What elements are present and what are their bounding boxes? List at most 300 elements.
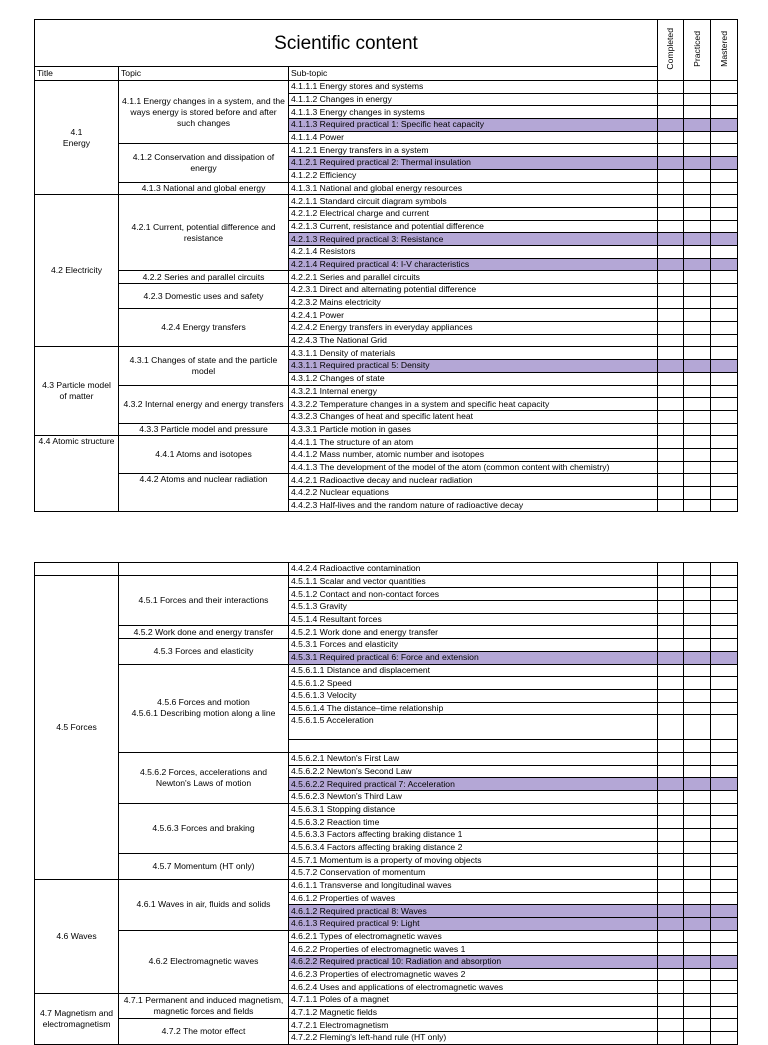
mastered-checkbox[interactable]: [711, 955, 738, 968]
mastered-checkbox[interactable]: [711, 385, 738, 398]
completed-checkbox[interactable]: [658, 752, 684, 765]
practiced-checkbox[interactable]: [684, 1006, 711, 1019]
mastered-checkbox[interactable]: [711, 981, 738, 994]
mastered-checkbox[interactable]: [711, 93, 738, 106]
practiced-checkbox[interactable]: [684, 119, 711, 132]
completed-checkbox[interactable]: [658, 144, 684, 157]
mastered-checkbox[interactable]: [711, 271, 738, 284]
mastered-checkbox[interactable]: [711, 613, 738, 626]
completed-checkbox[interactable]: [658, 778, 684, 791]
subtopic: 4.6.2.2 Properties of electromagnetic waves 1: [289, 943, 658, 956]
completed-checkbox[interactable]: [658, 119, 684, 132]
mastered-checkbox[interactable]: [711, 829, 738, 842]
subtopic: 4.5.7.1 Momentum is a property of moving objects: [289, 854, 658, 867]
subtopic: 4.5.1.2 Contact and non-contact forces: [289, 588, 658, 601]
mastered-checkbox[interactable]: [711, 791, 738, 804]
practiced-checkbox[interactable]: [684, 791, 711, 804]
subtopic: 4.3.1.1 Density of materials: [289, 347, 658, 360]
subtopic: 4.5.6.2.1 Newton's First Law: [289, 752, 658, 765]
completed-checkbox[interactable]: [658, 157, 684, 170]
practiced-checkbox[interactable]: [684, 410, 711, 423]
practiced-checkbox[interactable]: [684, 639, 711, 652]
completed-checkbox[interactable]: [658, 322, 684, 335]
completed-checkbox[interactable]: [658, 296, 684, 309]
topic-cell: 4.4.2 Atoms and nuclear radiation: [119, 474, 289, 512]
mastered-checkbox[interactable]: [711, 347, 738, 360]
completed-checkbox[interactable]: [658, 639, 684, 652]
subtopic: 4.2.1.4 Resistors: [289, 245, 658, 258]
completed-checkbox[interactable]: [658, 765, 684, 778]
topic-cell: 4.4.1 Atoms and isotopes: [119, 436, 289, 474]
completed-header: Completed: [658, 20, 684, 81]
completed-checkbox[interactable]: [658, 955, 684, 968]
subtopic: 4.4.2.3 Half-lives and the random nature of radioactive decay: [289, 499, 658, 512]
completed-checkbox[interactable]: [658, 81, 684, 94]
practiced-checkbox[interactable]: [684, 169, 711, 182]
subtopic: 4.7.2.2 Fleming's left-hand rule (HT only): [289, 1032, 658, 1045]
subtopic: 4.5.6.1.4 The distance–time relationship: [289, 702, 658, 715]
topic-cell: 4.1.3 National and global energy: [119, 182, 289, 195]
practiced-checkbox[interactable]: [684, 296, 711, 309]
mastered-checkbox[interactable]: [711, 334, 738, 347]
practiced-checkbox[interactable]: [684, 398, 711, 411]
mastered-checkbox[interactable]: [711, 423, 738, 436]
practiced-checkbox[interactable]: [684, 651, 711, 664]
mastered-checkbox[interactable]: [711, 233, 738, 246]
completed-checkbox[interactable]: [658, 968, 684, 981]
subtopic-blank: [289, 740, 658, 753]
mastered-checkbox[interactable]: [711, 220, 738, 233]
practiced-checkbox[interactable]: [684, 994, 711, 1007]
subtopic: 4.2.3.2 Mains electricity: [289, 296, 658, 309]
mastered-checkbox[interactable]: [711, 575, 738, 588]
practiced-checkbox[interactable]: [684, 271, 711, 284]
mastered-checkbox[interactable]: [711, 309, 738, 322]
mastered-checkbox[interactable]: [711, 398, 738, 411]
completed-checkbox[interactable]: [658, 220, 684, 233]
practiced-checkbox[interactable]: [684, 943, 711, 956]
practiced-checkbox[interactable]: [684, 968, 711, 981]
subtopic: 4.2.4.1 Power: [289, 309, 658, 322]
section-title: 4.2 Electricity: [35, 195, 119, 347]
practiced-checkbox[interactable]: [684, 841, 711, 854]
mastered-checkbox[interactable]: [711, 182, 738, 195]
topic-cell: 4.5.3 Forces and elasticity: [119, 639, 289, 664]
completed-checkbox[interactable]: [658, 423, 684, 436]
section-title: 4.1 Energy: [35, 81, 119, 195]
completed-checkbox[interactable]: [658, 410, 684, 423]
subtopic: 4.2.1.1 Standard circuit diagram symbols: [289, 195, 658, 208]
subtopic: 4.3.2.2 Temperature changes in a system and specific heat capacity: [289, 398, 658, 411]
section-title: 4.3 Particle model of matter: [35, 347, 119, 436]
mastered-checkbox[interactable]: [711, 81, 738, 94]
completed-checkbox[interactable]: [658, 943, 684, 956]
mastered-checkbox[interactable]: [711, 372, 738, 385]
completed-checkbox[interactable]: [658, 347, 684, 360]
title-column-header: Title: [35, 67, 119, 81]
mastered-checkbox[interactable]: [711, 841, 738, 854]
mastered-checkbox[interactable]: [711, 651, 738, 664]
subtopic: 4.2.2.1 Series and parallel circuits: [289, 271, 658, 284]
completed-checkbox[interactable]: [658, 93, 684, 106]
practiced-checkbox[interactable]: [684, 487, 711, 500]
mastered-checkbox[interactable]: [711, 740, 738, 753]
subtopic: 4.5.7.2 Conservation of momentum: [289, 867, 658, 880]
completed-checkbox[interactable]: [658, 258, 684, 271]
completed-checkbox[interactable]: [658, 702, 684, 715]
completed-checkbox[interactable]: [658, 803, 684, 816]
completed-checkbox[interactable]: [658, 677, 684, 690]
mastered-checkbox[interactable]: [711, 626, 738, 639]
mastered-checkbox[interactable]: [711, 702, 738, 715]
topic-cell: 4.6.2 Electromagnetic waves: [119, 930, 289, 993]
practiced-checkbox[interactable]: [684, 245, 711, 258]
mastered-checkbox[interactable]: [711, 144, 738, 157]
mastered-checkbox[interactable]: [711, 360, 738, 373]
practiced-checkbox[interactable]: [684, 423, 711, 436]
completed-checkbox[interactable]: [658, 309, 684, 322]
topic-column-header: Topic: [119, 67, 289, 81]
completed-checkbox[interactable]: [658, 601, 684, 614]
mastered-checkbox[interactable]: [711, 157, 738, 170]
completed-checkbox[interactable]: [658, 461, 684, 474]
mastered-checkbox[interactable]: [711, 601, 738, 614]
mastered-checkbox[interactable]: [711, 905, 738, 918]
subtopic: 4.6.2.1 Types of electromagnetic waves: [289, 930, 658, 943]
completed-checkbox[interactable]: [658, 233, 684, 246]
practiced-checkbox[interactable]: [684, 372, 711, 385]
practiced-checkbox[interactable]: [684, 626, 711, 639]
required-practical-subtopic: 4.2.1.4 Required practical 4: I-V characteristics: [289, 258, 658, 271]
topic-cell: 4.1.1 Energy changes in a system, and the ways energy is stored before and after such changes: [119, 81, 289, 144]
subtopic: 4.2.1.3 Current, resistance and potential difference: [289, 220, 658, 233]
mastered-checkbox[interactable]: [711, 296, 738, 309]
completed-checkbox[interactable]: [658, 487, 684, 500]
mastered-checkbox[interactable]: [711, 207, 738, 220]
completed-checkbox[interactable]: [658, 740, 684, 753]
mastered-checkbox[interactable]: [711, 765, 738, 778]
practiced-checkbox[interactable]: [684, 715, 711, 740]
subtopic: 4.4.1.1 The structure of an atom: [289, 436, 658, 449]
mastered-checkbox[interactable]: [711, 487, 738, 500]
completed-checkbox[interactable]: [658, 1019, 684, 1032]
completed-checkbox[interactable]: [658, 195, 684, 208]
mastered-checkbox[interactable]: [711, 499, 738, 512]
practiced-checkbox[interactable]: [684, 258, 711, 271]
mastered-checkbox[interactable]: [711, 322, 738, 335]
subtopic: 4.5.2.1 Work done and energy transfer: [289, 626, 658, 639]
subtopic: 4.1.2.2 Efficiency: [289, 169, 658, 182]
completed-checkbox[interactable]: [658, 867, 684, 880]
practiced-checkbox[interactable]: [684, 765, 711, 778]
subtopic: 4.3.2.1 Internal energy: [289, 385, 658, 398]
required-practical-subtopic: 4.1.2.1 Required practical 2: Thermal insulation: [289, 157, 658, 170]
practiced-checkbox[interactable]: [684, 195, 711, 208]
mastered-checkbox[interactable]: [711, 715, 738, 740]
mastered-checkbox[interactable]: [711, 119, 738, 132]
subtopic-column-header: Sub-topic: [289, 67, 658, 81]
practiced-checkbox[interactable]: [684, 955, 711, 968]
mastered-checkbox[interactable]: [711, 284, 738, 297]
mastered-checkbox[interactable]: [711, 106, 738, 119]
completed-checkbox[interactable]: [658, 271, 684, 284]
subtopic: 4.6.2.3 Properties of electromagnetic waves 2: [289, 968, 658, 981]
scientific-content-table-1: [34, 19, 738, 512]
completed-checkbox[interactable]: [658, 207, 684, 220]
subtopic: 4.6.1.1 Transverse and longitudinal waves: [289, 879, 658, 892]
mastered-checkbox[interactable]: [711, 664, 738, 677]
completed-checkbox[interactable]: [658, 689, 684, 702]
practiced-checkbox[interactable]: [684, 81, 711, 94]
topic-cell: 4.2.3 Domestic uses and safety: [119, 284, 289, 309]
completed-checkbox[interactable]: [658, 829, 684, 842]
mastered-checkbox[interactable]: [711, 968, 738, 981]
topic-cell: 4.2.2 Series and parallel circuits: [119, 271, 289, 284]
mastered-checkbox[interactable]: [711, 943, 738, 956]
completed-checkbox[interactable]: [658, 575, 684, 588]
practiced-checkbox[interactable]: [684, 347, 711, 360]
mastered-checkbox[interactable]: [711, 1019, 738, 1032]
required-practical-subtopic: 4.5.6.2.2 Required practical 7: Acceleration: [289, 778, 658, 791]
practiced-checkbox[interactable]: [684, 233, 711, 246]
required-practical-subtopic: 4.5.3.1 Required practical 6: Force and extension: [289, 651, 658, 664]
mastered-checkbox[interactable]: [711, 195, 738, 208]
subtopic: 4.1.1.2 Changes in energy: [289, 93, 658, 106]
practiced-checkbox[interactable]: [684, 322, 711, 335]
practiced-checkbox[interactable]: [684, 601, 711, 614]
subtopic: 4.3.3.1 Particle motion in gases: [289, 423, 658, 436]
practiced-checkbox[interactable]: [684, 829, 711, 842]
completed-checkbox[interactable]: [658, 930, 684, 943]
completed-checkbox[interactable]: [658, 816, 684, 829]
mastered-checkbox[interactable]: [711, 778, 738, 791]
mastered-checkbox[interactable]: [711, 854, 738, 867]
practiced-checkbox[interactable]: [684, 867, 711, 880]
completed-checkbox[interactable]: [658, 892, 684, 905]
practiced-checkbox[interactable]: [684, 702, 711, 715]
completed-checkbox[interactable]: [658, 398, 684, 411]
section-title: 4.7 Magnetism and electromagnetism: [35, 994, 119, 1045]
practiced-checkbox[interactable]: [684, 740, 711, 753]
topic-cell: 4.5.2 Work done and energy transfer: [119, 626, 289, 639]
mastered-checkbox[interactable]: [711, 461, 738, 474]
mastered-checkbox[interactable]: [711, 867, 738, 880]
completed-checkbox[interactable]: [658, 664, 684, 677]
practiced-checkbox[interactable]: [684, 613, 711, 626]
completed-checkbox[interactable]: [658, 854, 684, 867]
completed-checkbox[interactable]: [658, 499, 684, 512]
practiced-checkbox[interactable]: [684, 474, 711, 487]
practiced-checkbox[interactable]: [684, 879, 711, 892]
subtopic: 4.5.6.2.3 Newton's Third Law: [289, 791, 658, 804]
practiced-checkbox[interactable]: [684, 816, 711, 829]
subtopic: 4.5.6.3.2 Reaction time: [289, 816, 658, 829]
required-practical-subtopic: 4.6.1.2 Required practical 8: Waves: [289, 905, 658, 918]
subtopic: 4.2.3.1 Direct and alternating potential difference: [289, 284, 658, 297]
practiced-header: Practiced: [684, 20, 711, 81]
practiced-checkbox[interactable]: [684, 664, 711, 677]
required-practical-subtopic: 4.6.1.3 Required practical 9: Light: [289, 917, 658, 930]
scientific-content-table-2: [34, 562, 738, 1045]
practiced-checkbox[interactable]: [684, 930, 711, 943]
mastered-checkbox[interactable]: [711, 169, 738, 182]
practiced-checkbox[interactable]: [684, 981, 711, 994]
mastered-checkbox[interactable]: [711, 588, 738, 601]
subtopic: 4.2.4.3 The National Grid: [289, 334, 658, 347]
completed-checkbox[interactable]: [658, 385, 684, 398]
practiced-checkbox[interactable]: [684, 131, 711, 144]
practiced-checkbox[interactable]: [684, 385, 711, 398]
subtopic: 4.5.1.4 Resultant forces: [289, 613, 658, 626]
practiced-checkbox[interactable]: [684, 588, 711, 601]
mastered-checkbox[interactable]: [711, 816, 738, 829]
completed-checkbox[interactable]: [658, 715, 684, 740]
section-title: 4.6 Waves: [35, 879, 119, 993]
subtopic: 4.5.6.3.4 Factors affecting braking distance 2: [289, 841, 658, 854]
mastered-checkbox[interactable]: [711, 410, 738, 423]
subtopic: 4.5.6.1.2 Speed: [289, 677, 658, 690]
completed-checkbox[interactable]: [658, 1006, 684, 1019]
topic-cell: 4.3.1 Changes of state and the particle model: [119, 347, 289, 385]
practiced-checkbox[interactable]: [684, 334, 711, 347]
mastered-checkbox[interactable]: [711, 474, 738, 487]
mastered-checkbox[interactable]: [711, 677, 738, 690]
mastered-checkbox[interactable]: [711, 689, 738, 702]
mastered-checkbox[interactable]: [711, 639, 738, 652]
practiced-checkbox[interactable]: [684, 905, 711, 918]
practiced-checkbox[interactable]: [684, 499, 711, 512]
topic-cell: 4.5.6.3 Forces and braking: [119, 803, 289, 854]
topic-cell: 4.7.2 The motor effect: [119, 1019, 289, 1044]
subtopic: 4.7.1.1 Poles of a magnet: [289, 994, 658, 1007]
completed-checkbox[interactable]: [658, 841, 684, 854]
mastered-checkbox[interactable]: [711, 258, 738, 271]
topic-cell: 4.3.3 Particle model and pressure: [119, 423, 289, 436]
completed-checkbox[interactable]: [658, 169, 684, 182]
mastered-checkbox[interactable]: [711, 131, 738, 144]
practiced-checkbox[interactable]: [684, 854, 711, 867]
practiced-checkbox[interactable]: [684, 917, 711, 930]
mastered-checkbox[interactable]: [711, 930, 738, 943]
completed-checkbox[interactable]: [658, 917, 684, 930]
subtopic: 4.4.1.3 The development of the model of the atom (common content with chemistry): [289, 461, 658, 474]
completed-checkbox[interactable]: [658, 436, 684, 449]
subtopic: 4.4.2.1 Radioactive decay and nuclear radiation: [289, 474, 658, 487]
completed-checkbox[interactable]: [658, 182, 684, 195]
page-title: Scientific content: [35, 20, 658, 67]
practiced-checkbox[interactable]: [684, 144, 711, 157]
subtopic: 4.3.1.2 Changes of state: [289, 372, 658, 385]
practiced-checkbox[interactable]: [684, 1019, 711, 1032]
topic-cell: 4.7.1 Permanent and induced magnetism, magnetic forces and fields: [119, 994, 289, 1019]
subtopic: 4.6.2.4 Uses and applications of electromagnetic waves: [289, 981, 658, 994]
practiced-checkbox[interactable]: [684, 93, 711, 106]
practiced-checkbox[interactable]: [684, 106, 711, 119]
mastered-checkbox[interactable]: [711, 994, 738, 1007]
completed-checkbox[interactable]: [658, 879, 684, 892]
required-practical-subtopic: 4.3.1.1 Required practical 5: Density: [289, 360, 658, 373]
mastered-checkbox[interactable]: [711, 879, 738, 892]
practiced-checkbox[interactable]: [684, 563, 711, 576]
practiced-checkbox[interactable]: [684, 220, 711, 233]
subtopic: 4.5.6.2.2 Newton's Second Law: [289, 765, 658, 778]
completed-checkbox[interactable]: [658, 994, 684, 1007]
section-title: 4.5 Forces: [35, 575, 119, 879]
completed-checkbox[interactable]: [658, 651, 684, 664]
mastered-checkbox[interactable]: [711, 245, 738, 258]
subtopic: 4.4.1.2 Mass number, atomic number and isotopes: [289, 448, 658, 461]
topic-cell: 4.5.6 Forces and motion 4.5.6.1 Describing motion along a line: [119, 664, 289, 752]
completed-checkbox[interactable]: [658, 245, 684, 258]
completed-checkbox[interactable]: [658, 588, 684, 601]
practiced-checkbox[interactable]: [684, 284, 711, 297]
mastered-checkbox[interactable]: [711, 892, 738, 905]
practiced-checkbox[interactable]: [684, 309, 711, 322]
practiced-checkbox[interactable]: [684, 778, 711, 791]
subtopic: 4.5.1.1 Scalar and vector quantities: [289, 575, 658, 588]
subtopic: 4.5.3.1 Forces and elasticity: [289, 639, 658, 652]
mastered-checkbox[interactable]: [711, 448, 738, 461]
completed-checkbox[interactable]: [658, 106, 684, 119]
completed-checkbox[interactable]: [658, 981, 684, 994]
practiced-checkbox[interactable]: [684, 677, 711, 690]
mastered-checkbox[interactable]: [711, 752, 738, 765]
topic-cell: 4.5.7 Momentum (HT only): [119, 854, 289, 879]
practiced-checkbox[interactable]: [684, 689, 711, 702]
practiced-checkbox[interactable]: [684, 1032, 711, 1045]
mastered-checkbox[interactable]: [711, 436, 738, 449]
subtopic: 4.5.6.1.3 Velocity: [289, 689, 658, 702]
completed-checkbox[interactable]: [658, 474, 684, 487]
practiced-checkbox[interactable]: [684, 182, 711, 195]
practiced-checkbox[interactable]: [684, 752, 711, 765]
subtopic: 4.7.2.1 Electromagnetism: [289, 1019, 658, 1032]
completed-checkbox[interactable]: [658, 791, 684, 804]
subtopic: 4.5.6.3.3 Factors affecting braking distance 1: [289, 829, 658, 842]
completed-checkbox[interactable]: [658, 1032, 684, 1045]
mastered-checkbox[interactable]: [711, 563, 738, 576]
completed-checkbox[interactable]: [658, 613, 684, 626]
practiced-checkbox[interactable]: [684, 207, 711, 220]
practiced-checkbox[interactable]: [684, 803, 711, 816]
topic-cell: 4.5.6.2 Forces, accelerations and Newton's Laws of motion: [119, 752, 289, 803]
completed-checkbox[interactable]: [658, 284, 684, 297]
completed-checkbox[interactable]: [658, 334, 684, 347]
practiced-checkbox[interactable]: [684, 157, 711, 170]
section-title: 4.4 Atomic structure: [35, 436, 119, 512]
completed-checkbox[interactable]: [658, 448, 684, 461]
mastered-checkbox[interactable]: [711, 917, 738, 930]
topic-cell: 4.6.1 Waves in air, fluids and solids: [119, 879, 289, 930]
completed-checkbox[interactable]: [658, 360, 684, 373]
subtopic: 4.7.1.2 Magnetic fields: [289, 1006, 658, 1019]
completed-checkbox[interactable]: [658, 131, 684, 144]
subtopic: 4.5.1.3 Gravity: [289, 601, 658, 614]
completed-checkbox[interactable]: [658, 372, 684, 385]
completed-checkbox[interactable]: [658, 905, 684, 918]
practiced-checkbox[interactable]: [684, 461, 711, 474]
practiced-checkbox[interactable]: [684, 575, 711, 588]
mastered-checkbox[interactable]: [711, 1006, 738, 1019]
mastered-checkbox[interactable]: [711, 1032, 738, 1045]
completed-checkbox[interactable]: [658, 563, 684, 576]
completed-checkbox[interactable]: [658, 626, 684, 639]
practiced-checkbox[interactable]: [684, 448, 711, 461]
practiced-checkbox[interactable]: [684, 892, 711, 905]
mastered-checkbox[interactable]: [711, 803, 738, 816]
practiced-checkbox[interactable]: [684, 360, 711, 373]
practiced-checkbox[interactable]: [684, 436, 711, 449]
